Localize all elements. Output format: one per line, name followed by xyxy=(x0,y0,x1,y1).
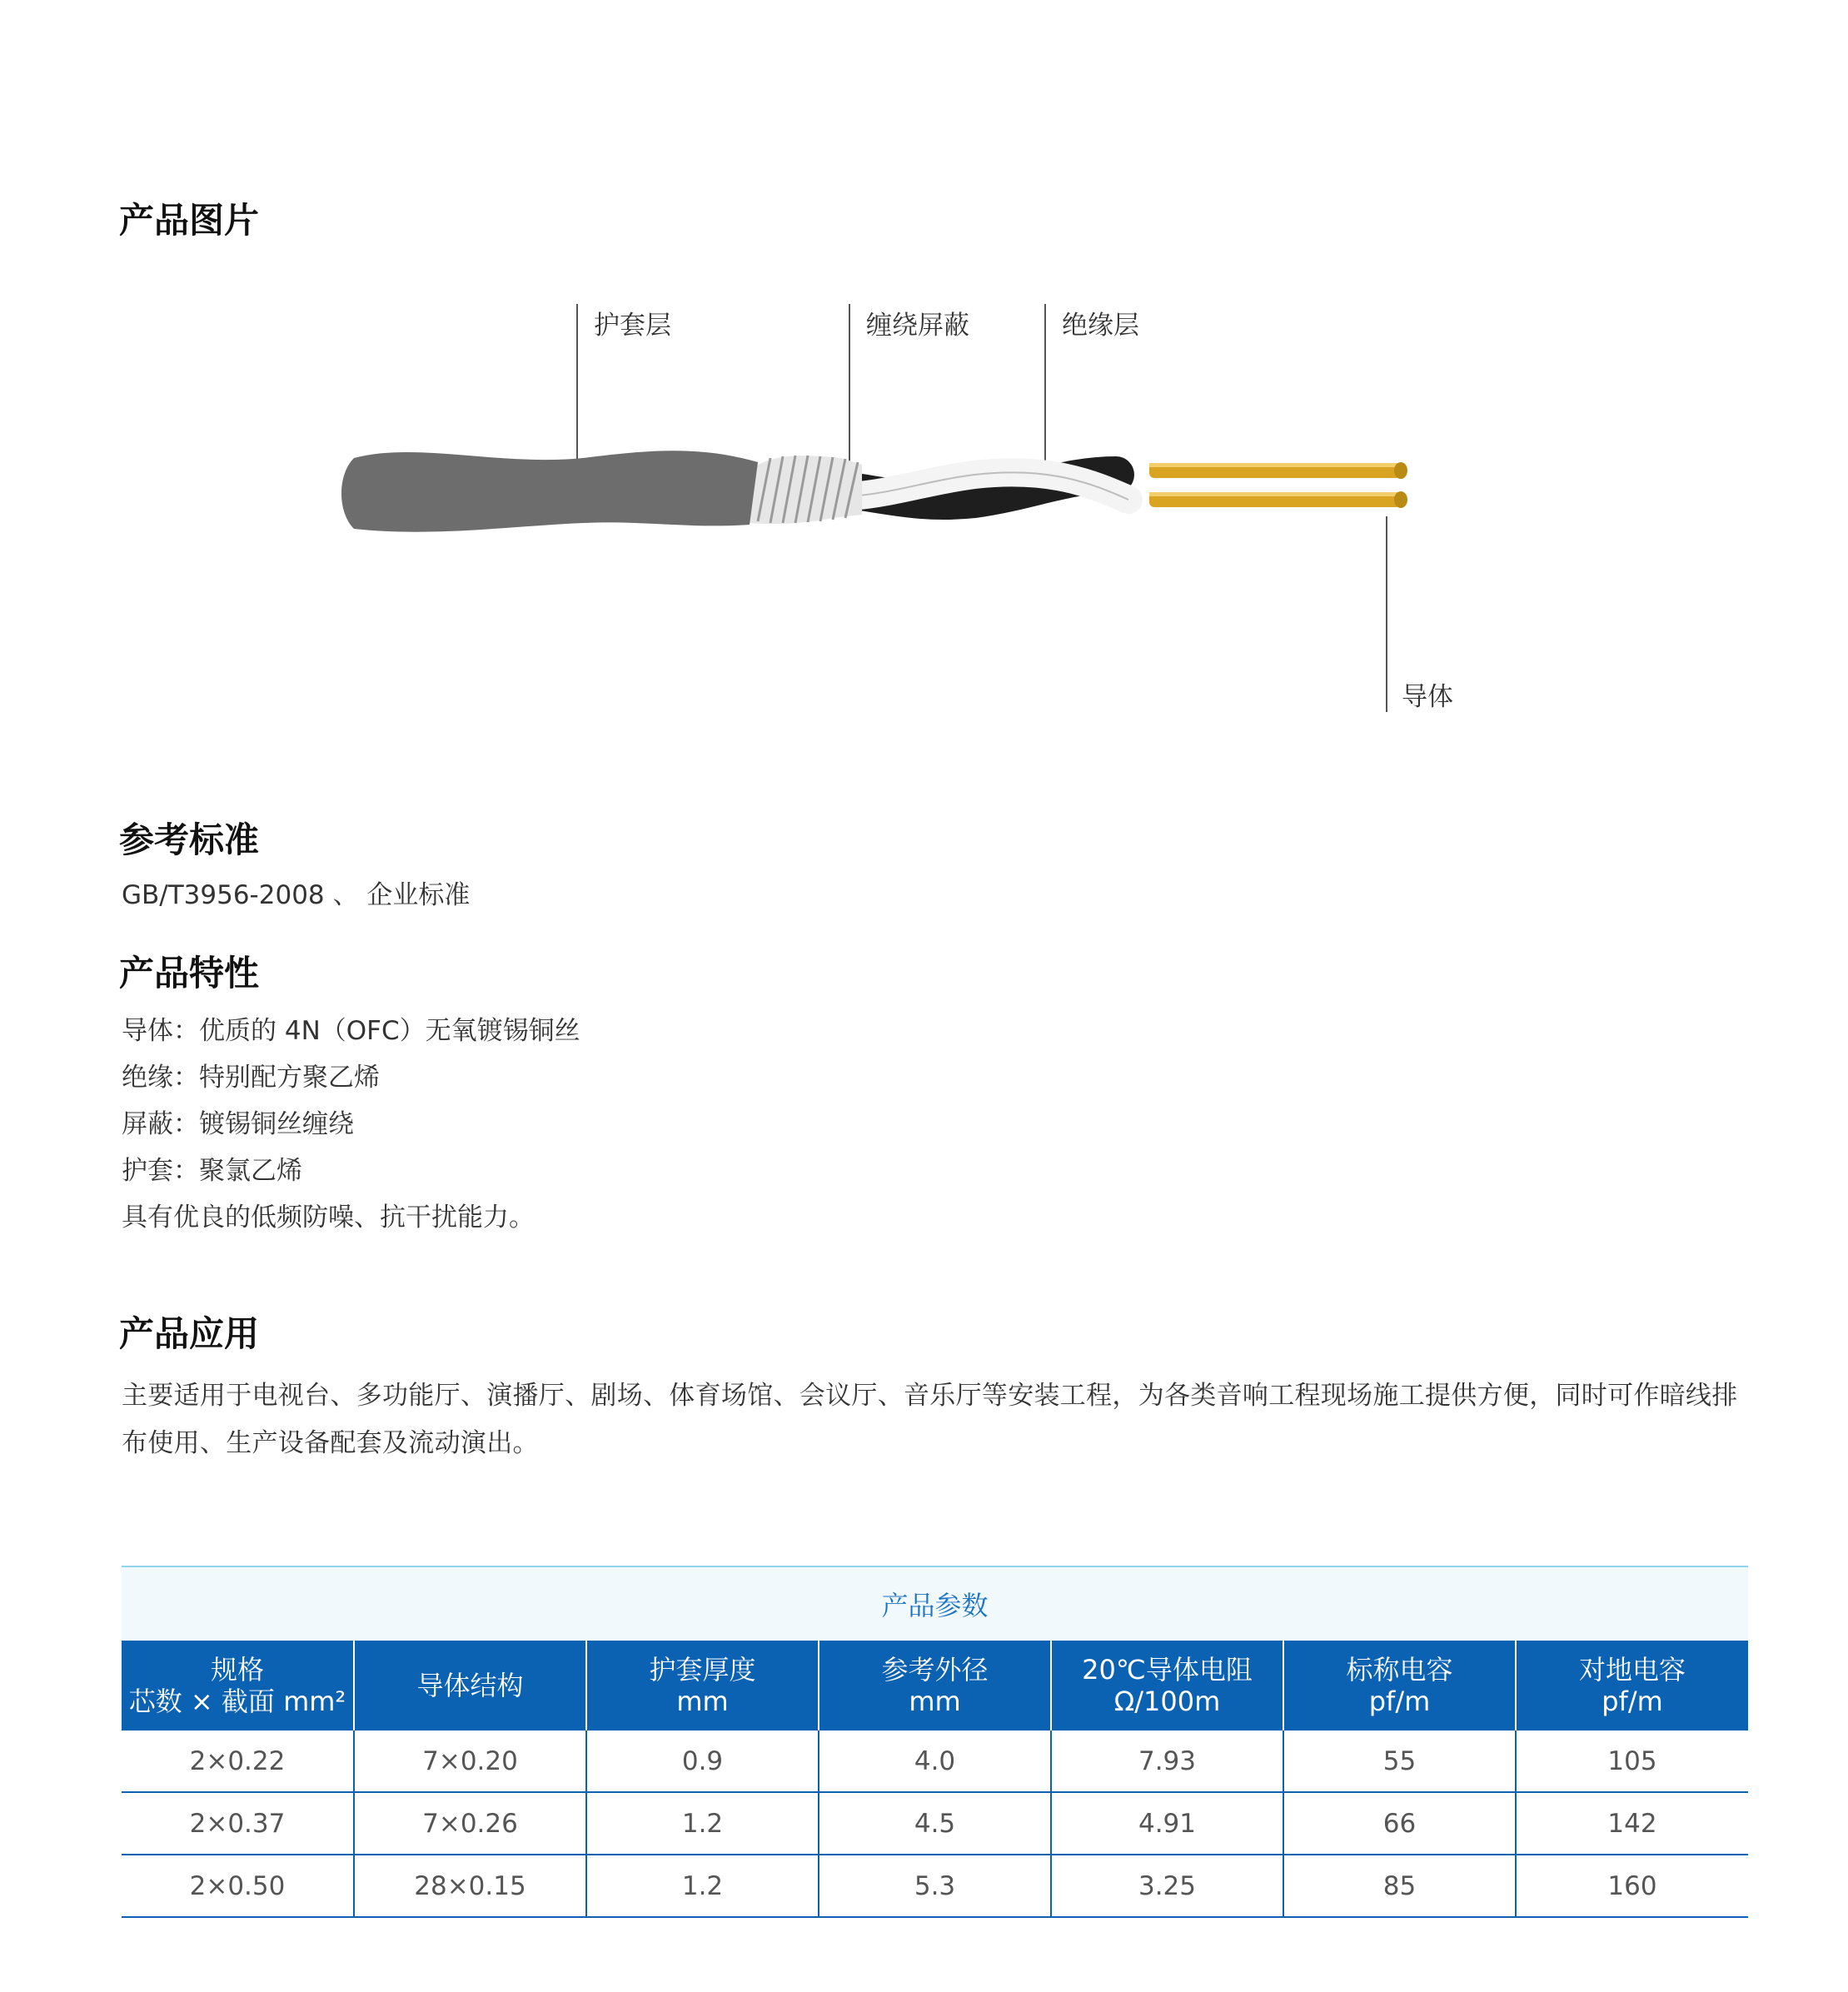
table-cell: 2×0.22 xyxy=(122,1731,354,1792)
feature-item: 护套：聚氯乙烯 xyxy=(122,1156,302,1186)
table-cell: 66 xyxy=(1283,1792,1516,1855)
table-cell: 4.91 xyxy=(1051,1792,1283,1855)
table-cell: 1.2 xyxy=(586,1792,819,1855)
header-conductor-structure: 导体结构 xyxy=(354,1641,586,1731)
feature-item: 具有优良的低频防噪、抗干扰能力。 xyxy=(122,1203,535,1233)
section-title-product-picture: 产品图片 xyxy=(119,200,260,241)
outer-jacket xyxy=(341,451,758,531)
header-spec: 规格 芯数 × 截面 mm² xyxy=(122,1641,354,1731)
section-title-application: 产品应用 xyxy=(119,1313,260,1354)
section-title-features: 产品特性 xyxy=(119,953,260,994)
header-conductor-resistance: 20℃导体电阻 Ω/100m xyxy=(1051,1641,1283,1731)
table-cell: 85 xyxy=(1283,1855,1516,1917)
table-cell: 7×0.20 xyxy=(354,1731,586,1792)
feature-item: 屏蔽：镀锡铜丝缠绕 xyxy=(122,1109,354,1139)
parameter-table xyxy=(122,1566,1748,1918)
conductor-end-upper xyxy=(1394,462,1407,479)
features-list xyxy=(122,1008,580,1241)
label-jacket: 护套层 xyxy=(594,311,671,341)
table-cell: 7.93 xyxy=(1051,1731,1283,1792)
cable-illustration xyxy=(316,291,1499,725)
standard-text: GB/T3956-2008 、 企业标准 xyxy=(122,880,471,910)
header-outer-diameter: 参考外径 mm xyxy=(819,1641,1051,1731)
table-cell: 2×0.50 xyxy=(122,1855,354,1917)
table-cell: 142 xyxy=(1516,1792,1748,1855)
label-insulation: 绝缘层 xyxy=(1062,311,1139,341)
header-jacket-thickness: 护套厚度 mm xyxy=(586,1641,819,1731)
table-row xyxy=(122,1731,1748,1792)
conductor-wire-lower-highlight xyxy=(1149,492,1401,496)
table-cell: 3.25 xyxy=(1051,1855,1283,1917)
conductor-end-lower xyxy=(1394,491,1407,508)
table-cell: 55 xyxy=(1283,1731,1516,1792)
table-caption-row xyxy=(122,1566,1748,1641)
table-cell: 5.3 xyxy=(819,1855,1051,1917)
section-title-standard: 参考标准 xyxy=(119,819,260,860)
table-cell: 4.0 xyxy=(819,1731,1051,1792)
label-conductor: 导体 xyxy=(1402,682,1453,712)
table-cell: 105 xyxy=(1516,1731,1748,1792)
feature-item: 绝缘：特别配方聚乙烯 xyxy=(122,1063,380,1093)
feature-item: 导体：优质的 4N（OFC）无氧镀锡铜丝 xyxy=(122,1016,580,1046)
application-text: 主要适用于电视台、多功能厅、演播厅、剧场、体育场馆、会议厅、音乐厅等安装工程，为各类音响工程现场施工提供方便，同时可作暗线排布使用、生产设备配套及流动演出。 xyxy=(122,1381,1738,1458)
header-nominal-capacitance: 标称电容 pf/m xyxy=(1283,1641,1516,1731)
conductor-wire-upper-highlight xyxy=(1149,463,1401,467)
label-shield: 缠绕屏蔽 xyxy=(866,311,969,341)
table-cell: 28×0.15 xyxy=(354,1855,586,1917)
table-cell: 1.2 xyxy=(586,1855,819,1917)
table-header-row xyxy=(122,1641,1748,1731)
header-ground-capacitance: 对地电容 pf/m xyxy=(1516,1641,1748,1731)
table-cell: 4.5 xyxy=(819,1792,1051,1855)
table-cell: 2×0.37 xyxy=(122,1792,354,1855)
table-row xyxy=(122,1792,1748,1855)
table-cell: 0.9 xyxy=(586,1731,819,1792)
table-cell: 7×0.26 xyxy=(354,1792,586,1855)
table-caption: 产品参数 xyxy=(122,1566,1748,1641)
table-cell: 160 xyxy=(1516,1855,1748,1917)
table-row xyxy=(122,1855,1748,1917)
